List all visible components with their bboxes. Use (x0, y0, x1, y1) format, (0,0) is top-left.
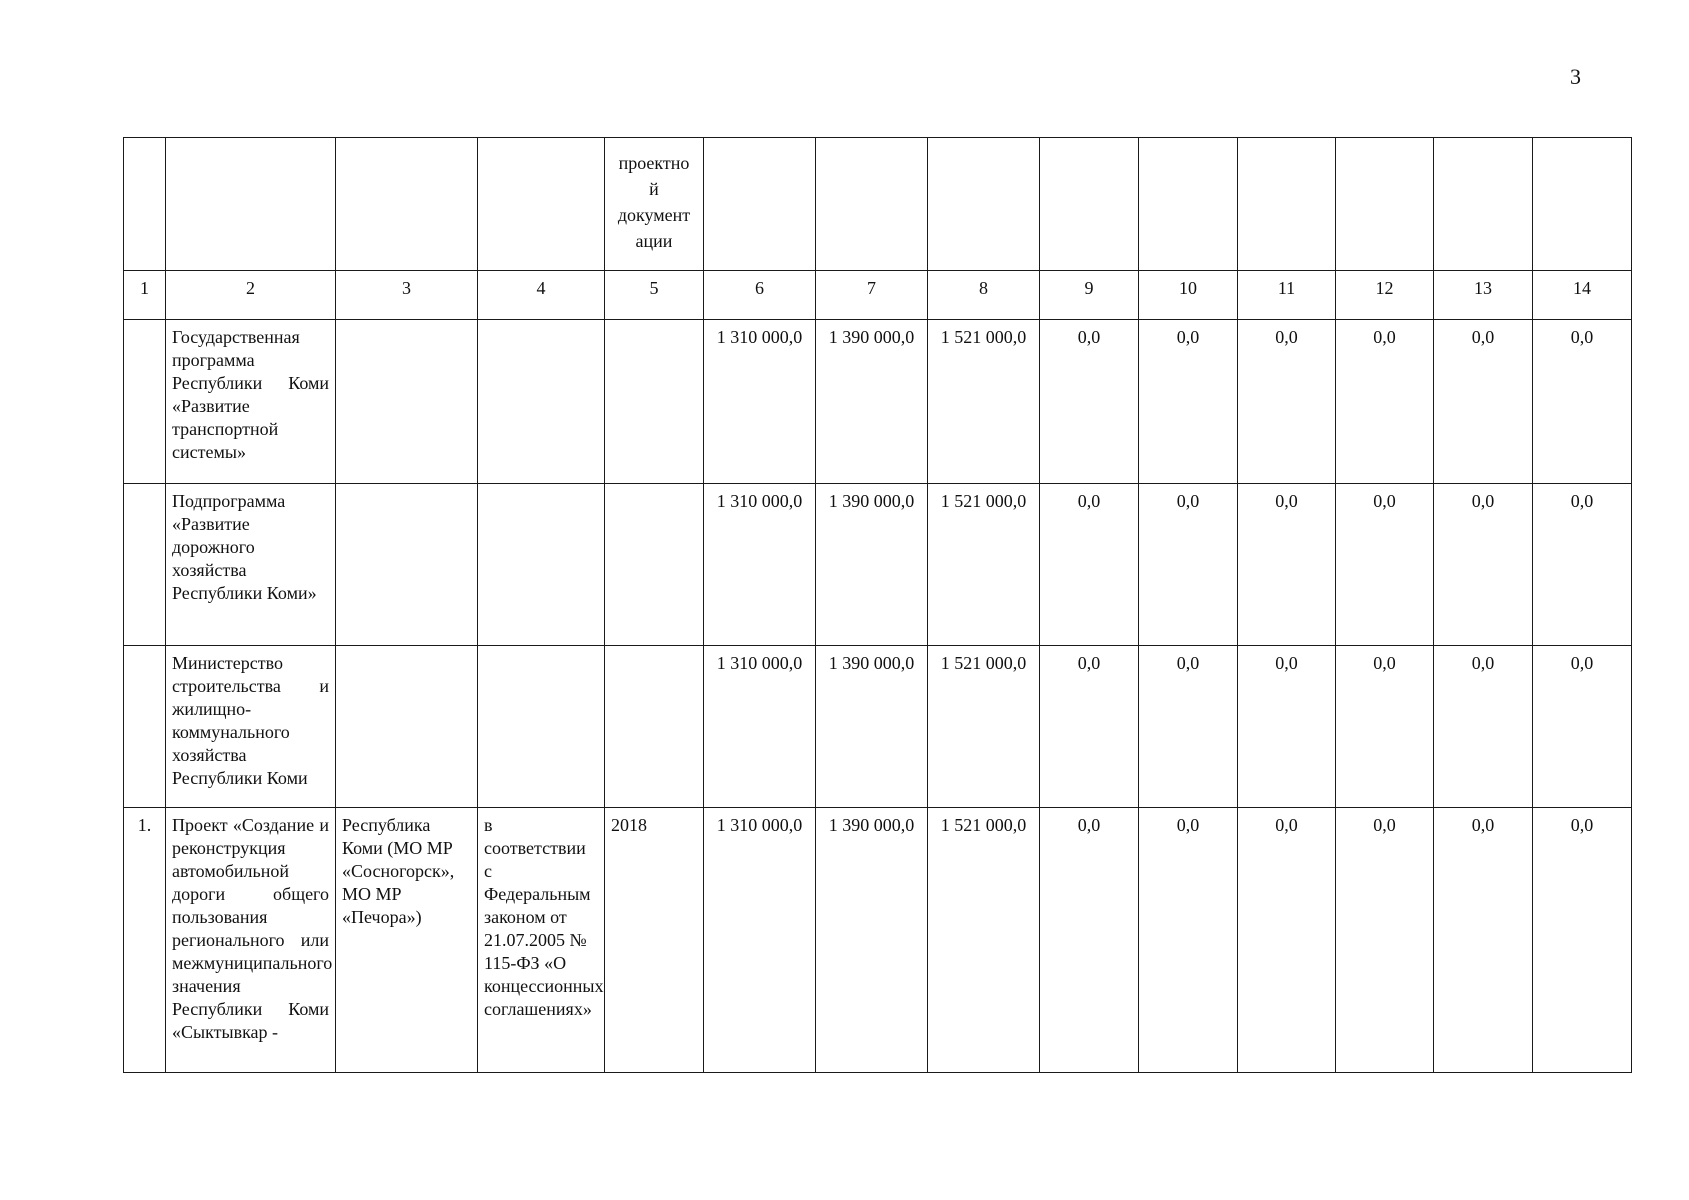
row-value: 0,0 (1434, 320, 1533, 484)
header-cell-14 (1533, 138, 1632, 271)
row-value: 1 521 000,0 (928, 646, 1040, 808)
header-row (124, 138, 1632, 271)
header-cell-3 (336, 138, 478, 271)
row-basis: в соответствии с Федеральным законом от 21.07.2005 № 115-ФЗ «О концессионных соглашениях» (478, 808, 605, 1073)
row-value: 1 310 000,0 (704, 484, 816, 646)
row-value: 1 521 000,0 (928, 484, 1040, 646)
row-name: Подпрограмма «Развитие дорожного хозяйства Республики Коми» (166, 484, 336, 646)
header-cell-4 (478, 138, 605, 271)
row-value: 0,0 (1238, 808, 1336, 1073)
header-cell-2 (166, 138, 336, 271)
header-cell-1 (124, 138, 166, 271)
column-number: 9 (1040, 271, 1139, 320)
investment-table (123, 137, 1632, 1073)
row-number (124, 320, 166, 484)
row-value: 0,0 (1434, 808, 1533, 1073)
column-number: 5 (605, 271, 704, 320)
row-value: 0,0 (1238, 484, 1336, 646)
header-cell-5 (605, 138, 704, 271)
header-cell-13 (1434, 138, 1533, 271)
row-value: 0,0 (1533, 320, 1632, 484)
row-value: 1 390 000,0 (816, 484, 928, 646)
header-cell-7 (816, 138, 928, 271)
row-value: 0,0 (1434, 484, 1533, 646)
column-number: 11 (1238, 271, 1336, 320)
row-location: Республика Коми (МО МР «Сосногорск», МО МР «Печора») (336, 808, 478, 1073)
row-value: 0,0 (1336, 484, 1434, 646)
row-value: 0,0 (1533, 484, 1632, 646)
row-value: 0,0 (1533, 646, 1632, 808)
header-cell-11 (1238, 138, 1336, 271)
row-name: Государственная программа Республики Коми «Развитие транспортной системы» (166, 320, 336, 484)
header-cell-10 (1139, 138, 1238, 271)
row-location (336, 646, 478, 808)
row-year (605, 646, 704, 808)
row-value: 0,0 (1336, 320, 1434, 484)
column-number: 12 (1336, 271, 1434, 320)
row-year (605, 320, 704, 484)
table-row (124, 320, 1632, 484)
row-name: Министерство строительства и жилищно-коммунального хозяйства Республики Коми (166, 646, 336, 808)
row-basis (478, 320, 605, 484)
row-value: 0,0 (1533, 808, 1632, 1073)
column-number: 1 (124, 271, 166, 320)
row-value: 1 521 000,0 (928, 320, 1040, 484)
column-number: 14 (1533, 271, 1632, 320)
row-value: 0,0 (1139, 484, 1238, 646)
row-value: 0,0 (1336, 646, 1434, 808)
row-year: 2018 (605, 808, 704, 1073)
column-number: 10 (1139, 271, 1238, 320)
page-number: 3 (1570, 64, 1581, 89)
header-cell-12 (1336, 138, 1434, 271)
row-value: 0,0 (1040, 808, 1139, 1073)
row-value: 1 390 000,0 (816, 320, 928, 484)
row-number (124, 484, 166, 646)
row-location (336, 320, 478, 484)
row-value: 1 390 000,0 (816, 646, 928, 808)
header-design-docs-text: проектно й документ ации (617, 153, 691, 251)
column-number-row (124, 271, 1632, 320)
column-number: 7 (816, 271, 928, 320)
row-value: 1 310 000,0 (704, 320, 816, 484)
table-row (124, 646, 1632, 808)
row-value: 0,0 (1336, 808, 1434, 1073)
row-location (336, 484, 478, 646)
header-cell-6 (704, 138, 816, 271)
column-number: 4 (478, 271, 605, 320)
row-value: 0,0 (1040, 320, 1139, 484)
column-number: 6 (704, 271, 816, 320)
row-value: 0,0 (1139, 808, 1238, 1073)
row-value: 0,0 (1139, 320, 1238, 484)
table-row (124, 808, 1632, 1073)
row-number: 1. (124, 808, 166, 1073)
row-number (124, 646, 166, 808)
row-value: 0,0 (1040, 646, 1139, 808)
row-basis (478, 646, 605, 808)
row-name: Проект «Создание и реконструкция автомобильной дороги общего пользования регионального или межмуниципального значения Республики Коми «Сыктывкар - (166, 808, 336, 1073)
row-value: 1 310 000,0 (704, 808, 816, 1073)
row-value: 0,0 (1040, 484, 1139, 646)
column-number: 13 (1434, 271, 1533, 320)
row-basis (478, 484, 605, 646)
row-value: 1 521 000,0 (928, 808, 1040, 1073)
row-value: 0,0 (1238, 320, 1336, 484)
row-value: 0,0 (1238, 646, 1336, 808)
table-row (124, 484, 1632, 646)
row-value: 1 390 000,0 (816, 808, 928, 1073)
row-value: 1 310 000,0 (704, 646, 816, 808)
row-value: 0,0 (1139, 646, 1238, 808)
header-cell-9 (1040, 138, 1139, 271)
row-value: 0,0 (1434, 646, 1533, 808)
header-cell-8 (928, 138, 1040, 271)
row-year (605, 484, 704, 646)
column-number: 8 (928, 271, 1040, 320)
column-number: 2 (166, 271, 336, 320)
column-number: 3 (336, 271, 478, 320)
